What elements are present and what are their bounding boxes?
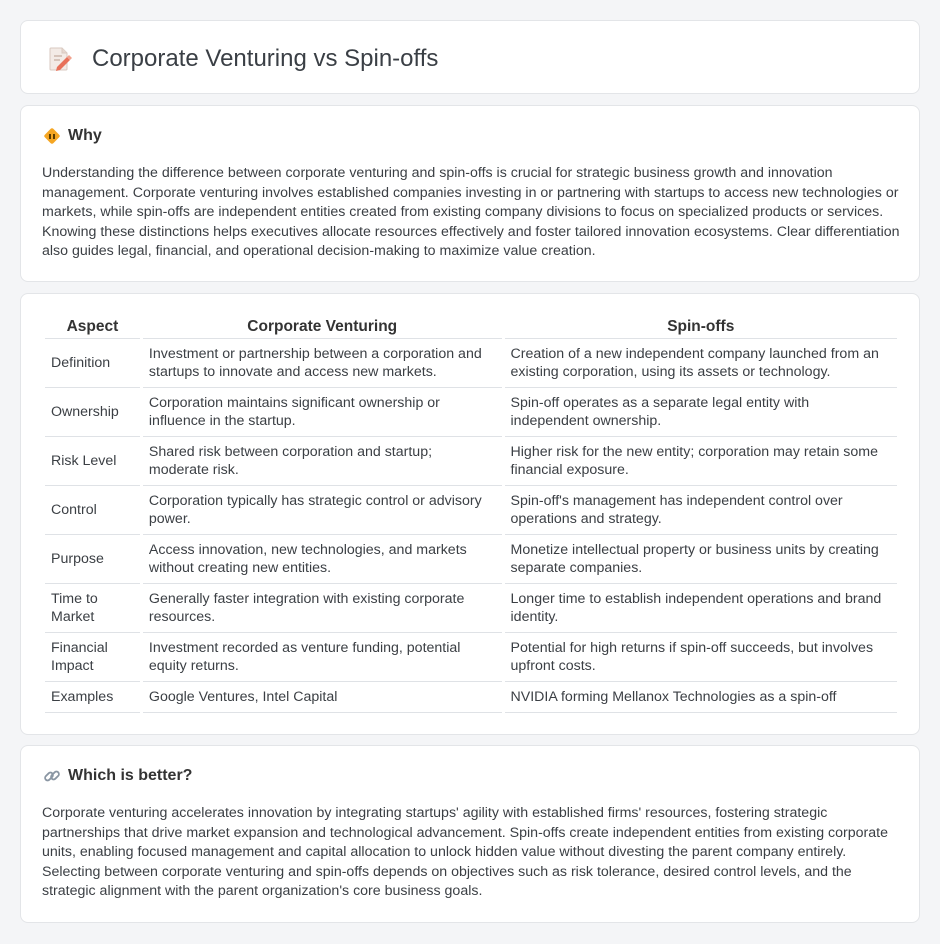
spin-offs-cell: NVIDIA forming Mellanox Technologies as a spin-off	[505, 682, 897, 713]
aspect-cell: Time to Market	[45, 584, 140, 633]
which-is-better-section	[20, 745, 920, 923]
title-card	[20, 20, 920, 94]
spin-offs-cell: Higher risk for the new entity; corporation may retain some financial exposure.	[505, 437, 897, 486]
spin-offs-cell: Potential for high returns if spin-off succeeds, but involves upfront costs.	[505, 633, 897, 682]
table-header-row	[45, 312, 897, 339]
aspect-cell: Risk Level	[45, 437, 140, 486]
corporate-venturing-cell: Generally faster integration with existing corporate resources.	[143, 584, 502, 633]
document-pencil-icon	[48, 46, 72, 72]
why-heading-row	[42, 126, 102, 146]
table-row	[45, 339, 897, 388]
spin-offs-cell: Spin-off's management has independent control over operations and strategy.	[505, 486, 897, 535]
why-body: Understanding the difference between corporate venturing and spin-offs is crucial for strategic business growth and innovation management. Corporate venturing involves established companies investing in or partnering with startups to access new technologies or markets, while spin-offs are independent entities created from existing company divisions to focus on specialized products or services. Knowing these distinctions helps executives allocate resources effectively and foster tailored innovation ecosystems. Clear differentiation also guides legal, financial, and operational decision-making to maximize value creation.	[42, 165, 900, 260]
spin-offs-cell: Creation of a new independent company launched from an existing corporation, using its assets or technology.	[505, 339, 897, 388]
corporate-venturing-cell: Investment recorded as venture funding, potential equity returns.	[143, 633, 502, 682]
link-icon	[42, 766, 62, 786]
table-row	[45, 633, 897, 682]
header-corporate-venturing: Corporate Venturing	[143, 312, 502, 339]
table-row	[45, 584, 897, 633]
corporate-venturing-cell: Corporation maintains significant ownership or influence in the startup.	[143, 388, 502, 437]
corporate-venturing-cell: Access innovation, new technologies, and markets without creating new entities.	[143, 535, 502, 584]
comparison-table	[42, 312, 900, 713]
aspect-cell: Examples	[45, 682, 140, 713]
why-section	[20, 105, 920, 282]
page-title: Corporate Venturing vs Spin-offs	[92, 45, 439, 72]
aspect-cell: Purpose	[45, 535, 140, 584]
better-heading: Which is better?	[68, 767, 193, 784]
aspect-cell: Financial Impact	[45, 633, 140, 682]
table-row	[45, 486, 897, 535]
diamond-signpost-icon	[42, 126, 62, 146]
better-body: Corporate venturing accelerates innovation by integrating startups' agility with established firms' resources, fostering strategic partnerships that drive market expansion and technological advancement. Spin-offs create independent entities from existing corporate units, enabling focused management and capital allocation to unlock hidden value without divesting the parent company entirely. Selecting between corporate venturing and spin-offs depends on objectives such as risk tolerance, desired control levels, and the strategic alignment with the parent organization's core business goals.	[42, 805, 888, 900]
table-row	[45, 388, 897, 437]
corporate-venturing-cell: Shared risk between corporation and startup; moderate risk.	[143, 437, 502, 486]
header-aspect: Aspect	[45, 312, 140, 339]
table-row	[45, 437, 897, 486]
aspect-cell: Ownership	[45, 388, 140, 437]
corporate-venturing-cell: Corporation typically has strategic control or advisory power.	[143, 486, 502, 535]
corporate-venturing-cell: Investment or partnership between a corporation and startups to innovate and access new markets.	[143, 339, 502, 388]
aspect-cell: Definition	[45, 339, 140, 388]
aspect-cell: Control	[45, 486, 140, 535]
spin-offs-cell: Monetize intellectual property or business units by creating separate companies.	[505, 535, 897, 584]
table-row	[45, 535, 897, 584]
header-spin-offs: Spin-offs	[505, 312, 897, 339]
comparison-table-card	[20, 293, 920, 735]
spin-offs-cell: Spin-off operates as a separate legal entity with independent ownership.	[505, 388, 897, 437]
spin-offs-cell: Longer time to establish independent operations and brand identity.	[505, 584, 897, 633]
corporate-venturing-cell: Google Ventures, Intel Capital	[143, 682, 502, 713]
why-heading: Why	[68, 127, 102, 144]
better-heading-row	[42, 766, 192, 786]
table-row	[45, 682, 897, 713]
